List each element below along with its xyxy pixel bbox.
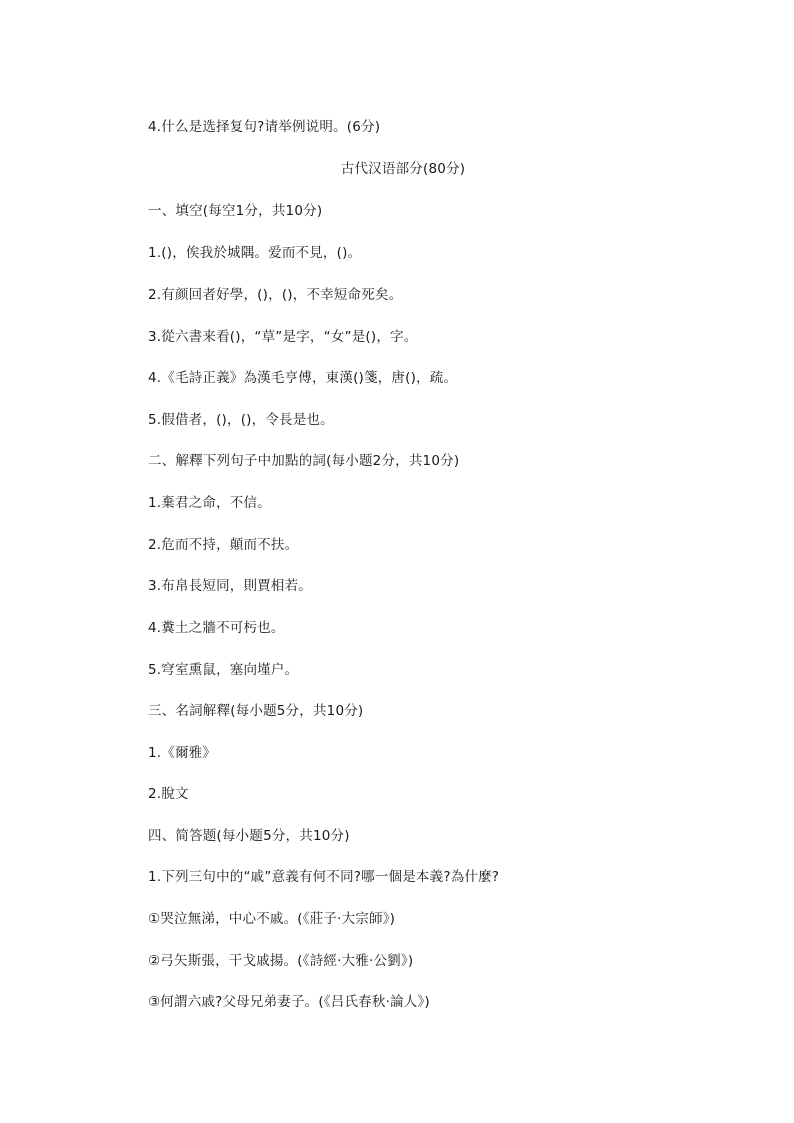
fill-blank-item-1: 1.()，俟我於城隅。爱而不見，()。 [148, 245, 362, 261]
fill-blank-item-2: 2.有颜回者好學，()，()，不幸短命死矣。 [148, 287, 403, 303]
section-2-heading-explain-words: 二、解釋下列句子中加點的詞(每小题2分，共10分) [148, 453, 460, 469]
explain-item-1: 1.棄君之命，不信。 [148, 495, 271, 511]
term-item-1: 1.《爾雅》 [148, 745, 217, 761]
explain-item-5: 5.穹室熏鼠，塞向墐户。 [148, 662, 299, 678]
fill-blank-item-3: 3.從六書来看()，“草”是字，“女”是()，字。 [148, 329, 418, 345]
fill-blank-item-5: 5.假借者，()，()，令長是也。 [148, 412, 334, 428]
explain-item-2: 2.危而不持，顛而不扶。 [148, 537, 299, 553]
question-4-choice-complex-sentence: 4.什么是选择复句?请举例说明。(6分) [148, 119, 381, 135]
explain-item-3: 3.布帛長短同，則賈相若。 [148, 578, 312, 594]
section-1-heading-fill-blank: 一、填空(每空1分，共10分) [148, 203, 323, 219]
section-title-ancient-chinese: 古代汉语部分(80分) [340, 161, 466, 177]
section-4-heading-short-answer: 四、简答题(每小题5分，共10分) [148, 828, 350, 844]
section-3-heading-term-definitions: 三、名詞解釋(每小题5分，共10分) [148, 703, 364, 719]
term-item-2: 2.脫文 [148, 786, 189, 802]
short-answer-sentence-2: ②弓矢斯張，干戈戚揚。(《詩經·大雅·公劉》) [148, 953, 414, 969]
fill-blank-item-4: 4.《毛詩正義》為漢毛亨傅，東漢()箋，唐()，疏。 [148, 370, 458, 386]
short-answer-item-1: 1.下列三句中的“戚”意義有何不同?哪一個是本義?為什麼? [148, 869, 500, 885]
short-answer-sentence-1: ①哭泣無涕，中心不戚。(《莊子·大宗師》) [148, 911, 396, 927]
short-answer-sentence-3: ③何謂六戚?父母兄弟妻子。(《吕氏春秋·論人》) [148, 994, 430, 1010]
explain-item-4: 4.糞土之牆不可杇也。 [148, 620, 285, 636]
